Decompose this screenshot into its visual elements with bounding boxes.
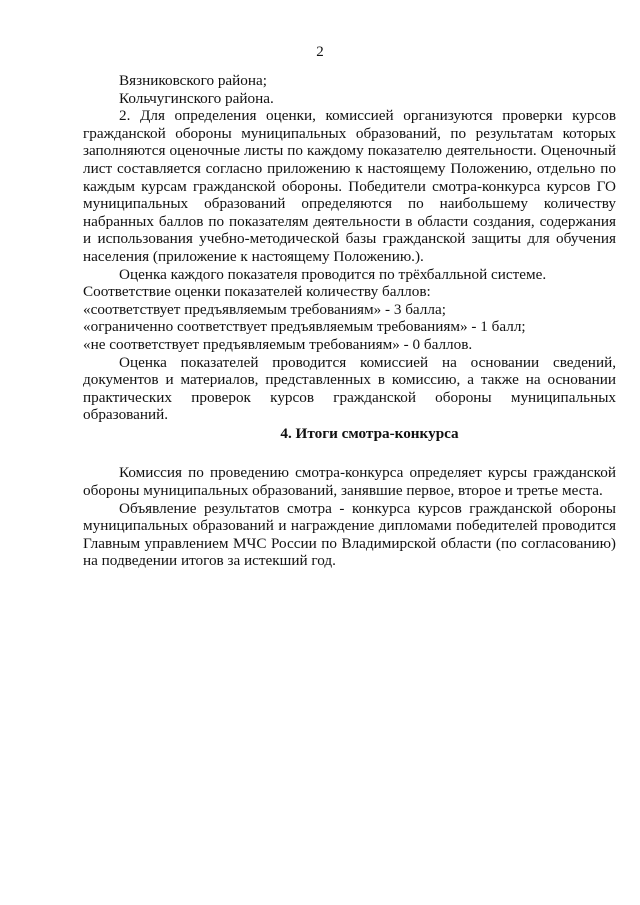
commission-paragraph: Оценка показателей проводится комиссией на основании сведений, документов и материалов, представленных в комиссию, а также на основании практических проверок курсов гражданской обороны муниципальных образований.	[83, 353, 616, 424]
district-line: Кольчугинского района.	[119, 89, 274, 107]
district-line: Вязниковского района;	[119, 72, 267, 89]
score-item: «ограниченно соответствует предъявляемым требованиям» - 1 балл;	[83, 318, 526, 336]
correspondence-paragraph: Соответствие оценки показателей количеству баллов:	[83, 283, 431, 301]
announcement-paragraph: Объявление результатов смотра - конкурса курсов гражданской обороны муниципальных образований и награждение дипломами победителей проводится Главным управлением МЧС России по Владимирской области (по согласованию) на подведении итогов за истекший год.	[83, 499, 616, 570]
page-number: 2	[316, 44, 324, 60]
document-body	[83, 72, 616, 570]
scale-paragraph: Оценка каждого показателя проводится по трёхбалльной системе.	[119, 265, 547, 283]
results-paragraph: Комиссия по проведению смотра-конкурса определяет курсы гражданской обороны муниципальных образований, занявшие первое, второе и третье места.	[83, 464, 616, 500]
score-item: «соответствует предъявляемым требованиям» - 3 балла;	[83, 300, 446, 318]
evaluation-paragraph: 2. Для определения оценки, комиссией организуются проверки курсов гражданской обороны муниципальных образований, по результатам которых заполняются оценочные листы по каждому показателю деятельности. Оценочный лист составляется согласно приложению к настоящему Положению, отдельно по каждым курсам гражданской обороны. Победители смотра-конкурса курсов ГО муниципальных образований определяются по наибольшему количеству набранных баллов по показателям деятельности в области создания, содержания и использования учебно-методической базы гражданской защиты для обучения населения (приложение к настоящему Положению.).	[83, 107, 616, 265]
section-heading: 4. Итоги смотра-конкурса	[280, 424, 459, 442]
score-item: «не соответствует предъявляемым требованиям» - 0 баллов.	[83, 335, 473, 353]
